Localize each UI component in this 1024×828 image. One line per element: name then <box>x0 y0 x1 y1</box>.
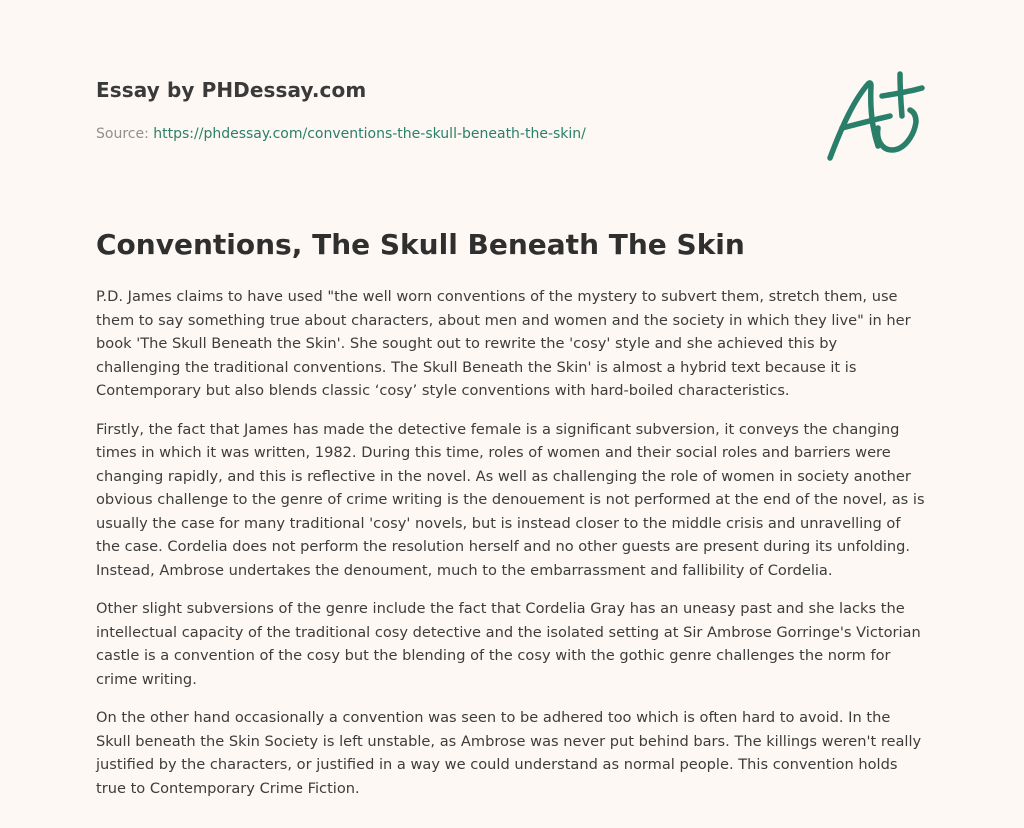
article-paragraph: Other slight subversions of the genre include the fact that Cordelia Gray has an uneasy past and she lacks the intellectual capacity of the traditional cosy detective and the isolated setting at Sir Ambrose Gorringe's Victorian castle is a convention of the cosy but the blending of the cosy with the gothic genre challenges the norm for crime writing. <box>96 600 921 688</box>
article-paragraph: Firstly, the fact that James has made the detective female is a significant subversion, it conveys the changing times in which it was written, 1982. During this time, roles of women and their social roles and barriers were changing rapidly, and this is reflective in the novel. As well as challenging the role of women in society another obvious challenge to the genre of crime writing is the denouement is not performed at the end of the novel, as is usually the case for many traditional 'cosy' novels, but is instead closer to the middle crisis and unravelling of the case. Cordelia does not perform the resolution herself and no other guests are present during its unfolding. Instead, Ambrose undertakes the denoument, much to the embarrassment and fallibility of Cordelia. <box>96 420 925 579</box>
page-title: Conventions, The Skull Beneath The Skin <box>96 228 745 261</box>
a-plus-icon <box>818 66 930 166</box>
article-body <box>96 285 926 815</box>
source-label: Source: <box>96 126 149 142</box>
article-paragraph: P.D. James claims to have used "the well worn conventions of the mystery to subvert them, stretch them, use them to say something true about characters, about men and women and the society in which they live" in her book 'The Skull Beneath the Skin'. She sought out to rewrite the 'cosy' style and she achieved this by challenging the traditional conventions. The Skull Beneath the Skin' is almost a hybrid text because it is Contemporary but also blends classic ‘cosy’ style conventions with hard-boiled characteristics. <box>96 288 911 399</box>
source-line <box>96 124 796 144</box>
source-link[interactable]: https://phdessay.com/conventions-the-skull-beneath-the-skin/ <box>153 126 586 142</box>
site-brand: Essay by PHDessay.com <box>96 78 367 102</box>
header <box>96 76 796 144</box>
article-paragraph: On the other hand occasionally a convention was seen to be adhered too which is often hard to avoid. In the Skull beneath the Skin Society is left unstable, as Ambrose was never put behind bars. The killings weren't really justified by the characters, or justified in a way we could understand as normal people. This convention holds true to Contemporary Crime Fiction. <box>96 709 922 797</box>
